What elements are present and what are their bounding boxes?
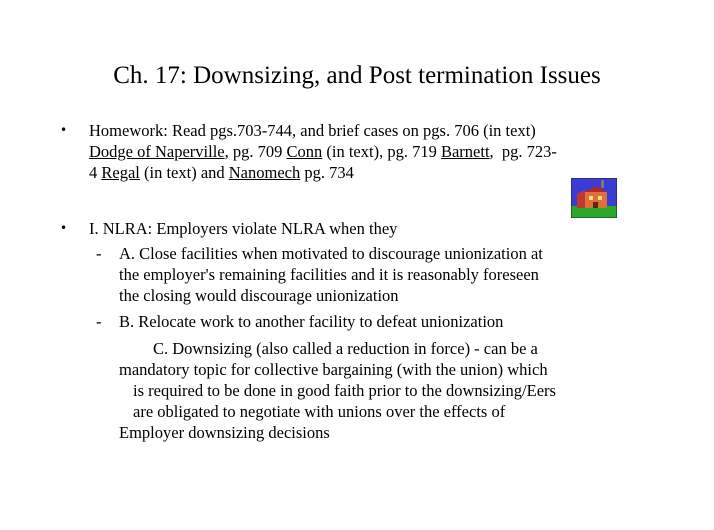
- a-line-3: the closing would discourage unionization: [119, 286, 399, 305]
- a-line-2: the employer's remaining facilities and it is reasonably foreseen: [119, 265, 539, 284]
- c-line-2: mandatory topic for collective bargaining (with the union) which: [119, 360, 548, 379]
- homework-text-5: (in text) and: [139, 163, 229, 182]
- homework-text-1: , pg. 709: [224, 142, 287, 161]
- c-line-3: is required to be done in good faith prior to the downsizing/Eers: [133, 381, 556, 400]
- homework-text-4: 4: [89, 163, 102, 182]
- bullet-dot: •: [60, 123, 68, 137]
- case-regal: Regal: [101, 163, 140, 182]
- a-line-1: A. Close facilities when motivated to discourage unionization at: [119, 244, 543, 263]
- homework-text: [89, 120, 689, 183]
- homework-line-1: Homework: Read pgs.703-744, and brief cases on pgs. 706 (in text): [89, 121, 536, 140]
- case-dodge: Dodge of Naperville: [89, 142, 225, 161]
- case-barnett: Barnett: [440, 142, 490, 161]
- nlra-heading: I. NLRA: Employers violate NLRA when they: [89, 219, 398, 238]
- c-line-5: Employer downsizing decisions: [119, 423, 330, 442]
- dash-marker: -: [96, 244, 102, 263]
- case-conn: Conn: [286, 142, 323, 161]
- paragraph-c: [119, 338, 679, 443]
- slide-title: Ch. 17: Downsizing, and Post termination Issues: [113, 62, 601, 89]
- b-line-1: B. Relocate work to another facility to defeat unionization: [119, 312, 504, 331]
- c-line-4: are obligated to negotiate with unions over the effects of: [133, 402, 506, 421]
- c-line-1: C. Downsizing (also called a reduction in force) - can be a: [153, 339, 538, 358]
- homework-text-3: , pg. 723-: [489, 142, 557, 161]
- homework-text-6: pg. 734: [300, 163, 354, 182]
- homework-text-2: (in text), pg. 719: [322, 142, 441, 161]
- case-nanomech: Nanomech: [228, 163, 301, 182]
- dash-marker: -: [96, 312, 102, 331]
- bullet-dot: •: [60, 221, 68, 235]
- factory-building-icon: [571, 178, 617, 218]
- sub-bullet-a-text: [119, 243, 679, 306]
- homework-line-2: [89, 141, 689, 162]
